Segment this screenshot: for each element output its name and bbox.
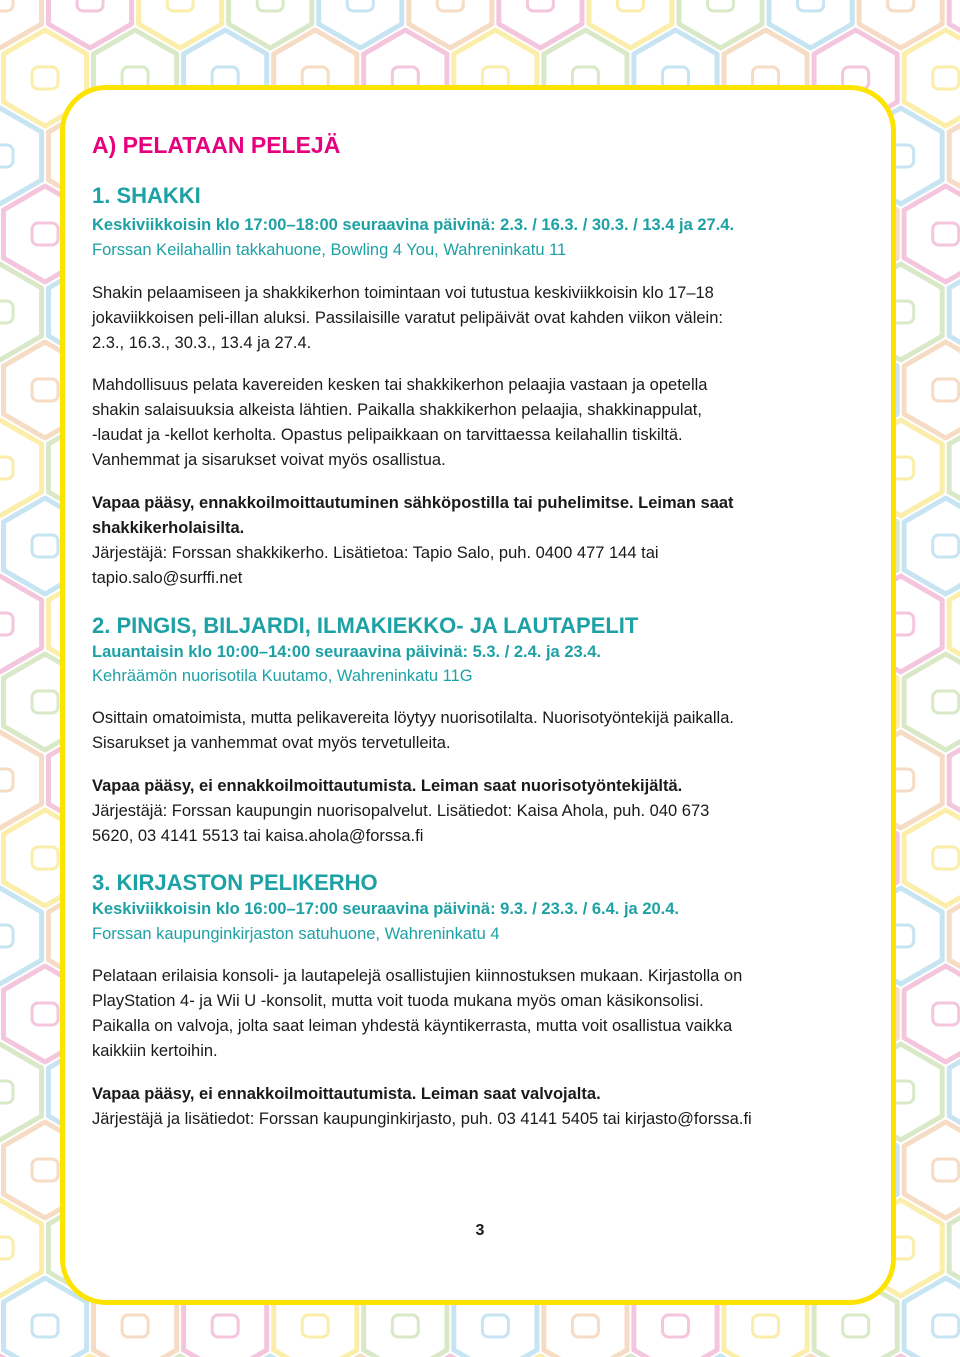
pencil-icon: [904, 654, 960, 750]
admission-note: shakkikerholaisilta.: [92, 519, 245, 537]
paragraph-line: Paikalla on valvoja, jolta saat leiman yhdestä käyntikerrasta, mutta voit osallistua vaikka: [92, 1017, 733, 1035]
section-heading-chess: 1. SHAKKI: [92, 183, 201, 208]
paragraph-line: -laudat ja -kellot kerholta. Opastus pelipaikkaan on tarvittaessa keilahallin tiskiltä.: [92, 426, 683, 444]
contact-line: Järjestäjä: Forssan shakkikerho. Lisätietoa: Tapio Salo, puh. 0400 477 144 tai: [92, 544, 659, 562]
paragraph-line: Vanhemmat ja sisarukset voivat myös osallistua.: [92, 451, 446, 469]
camera-icon: [904, 186, 960, 282]
contact-email-link[interactable]: Järjestäjä ja lisätiedot: Forssan kaupunginkirjasto, puh. 03 4141 5405 tai kirjasto@forssa.fi: [92, 1110, 752, 1128]
contact-email-link[interactable]: tapio.salo@surffi.net: [92, 569, 243, 587]
camera-icon: [904, 810, 960, 906]
paragraph-line: kaikkiin kertoihin.: [92, 1042, 218, 1060]
paragraph-line: Mahdollisuus pelata kavereiden kesken tai shakkikerhon pelaajia vastaan ja opetella: [92, 376, 708, 394]
contact-line: Järjestäjä: Forssan kaupungin nuorisopalvelut. Lisätiedot: Kaisa Ahola, puh. 040 673: [92, 802, 710, 820]
lightbulb-icon: [0, 0, 42, 48]
paragraph-line: shakin salaisuuksia alkeista lähtien. Paikalla shakkikerhon pelaajia, shakkinappulat,: [92, 401, 702, 419]
admission-note: Vapaa pääsy, ei ennakkoilmoittautumista. Leiman saat nuorisotyöntekijältä.: [92, 777, 683, 795]
paragraph-line: PlayStation 4- ja Wii U -konsolit, mutta voit tuoda mukana myös oman käsikonsolisi.: [92, 992, 704, 1010]
section-heading-library: 3. KIRJASTON PELIKERHO: [92, 870, 378, 895]
puzzle-icon: [904, 966, 960, 1062]
paragraph-line: Pelataan erilaisia konsoli- ja lautapelejä osallistujien kiinnostuksen mukaan. Kirjastolla on: [92, 967, 743, 985]
page-title: A) PELATAAN PELEJÄ: [92, 132, 341, 158]
page-number: 3: [475, 1222, 485, 1239]
admission-note: Vapaa pääsy, ei ennakkoilmoittautumista. Leiman saat valvojalta.: [92, 1085, 601, 1103]
thumbs-up-icon: [904, 498, 960, 594]
location-games: Kehräämön nuorisotila Kuutamo, Wahreninkatu 11G: [92, 667, 473, 685]
section-heading-games: 2. PINGIS, BILJARDI, ILMAKIEKKO- JA LAUTAPELIT: [92, 613, 639, 638]
contact-email-link[interactable]: 5620, 03 4141 5513 tai kaisa.ahola@forssa.fi: [92, 827, 424, 845]
paragraph-line: 2.3., 16.3., 30.3., 13.4 ja 27.4.: [92, 334, 312, 352]
location-library: Forssan kaupunginkirjaston satuhuone, Wahreninkatu 4: [92, 925, 500, 943]
paragraph-line: Osittain omatoimista, mutta pelikavereita löytyy nuorisotilalta. Nuorisotyöntekijä paikalla.: [92, 709, 734, 727]
puzzle-icon: [904, 342, 960, 438]
schedule-games: Lauantaisin klo 10:00–14:00 seuraavina päivinä: 5.3. / 2.4. ja 23.4.: [92, 643, 602, 661]
paragraph-line: Shakin pelaamiseen ja shakkikerhon toimintaan voi tutustua keskiviikkoisin klo 17–18: [92, 284, 714, 302]
paragraph-line: jokaviikkoisen peli-illan aluksi. Passilaisille varatut pelipäivät ovat kahden viikon välein:: [92, 309, 723, 327]
admission-note: Vapaa pääsy, ennakkoilmoittautuminen sähköpostilla tai puhelimitse. Leiman saat: [92, 494, 734, 512]
puzzle-icon: [949, 0, 960, 48]
paragraph-line: Sisarukset ja vanhemmat ovat myös tervetulleita.: [92, 734, 451, 752]
location-chess: Forssan Keilahallin takkahuone, Bowling 4 You, Wahreninkatu 11: [92, 241, 567, 259]
schedule-library: Keskiviikkoisin klo 16:00–17:00 seuraavina päivinä: 9.3. / 23.3. / 6.4. ja 20.4.: [92, 900, 680, 918]
thumbs-up-icon: [904, 1122, 960, 1218]
schedule-chess: Keskiviikkoisin klo 17:00–18:00 seuraavina päivinä: 2.3. / 16.3. / 30.3. / 13.4 ja 27.4.: [92, 216, 735, 234]
pencil-icon: [904, 30, 960, 126]
